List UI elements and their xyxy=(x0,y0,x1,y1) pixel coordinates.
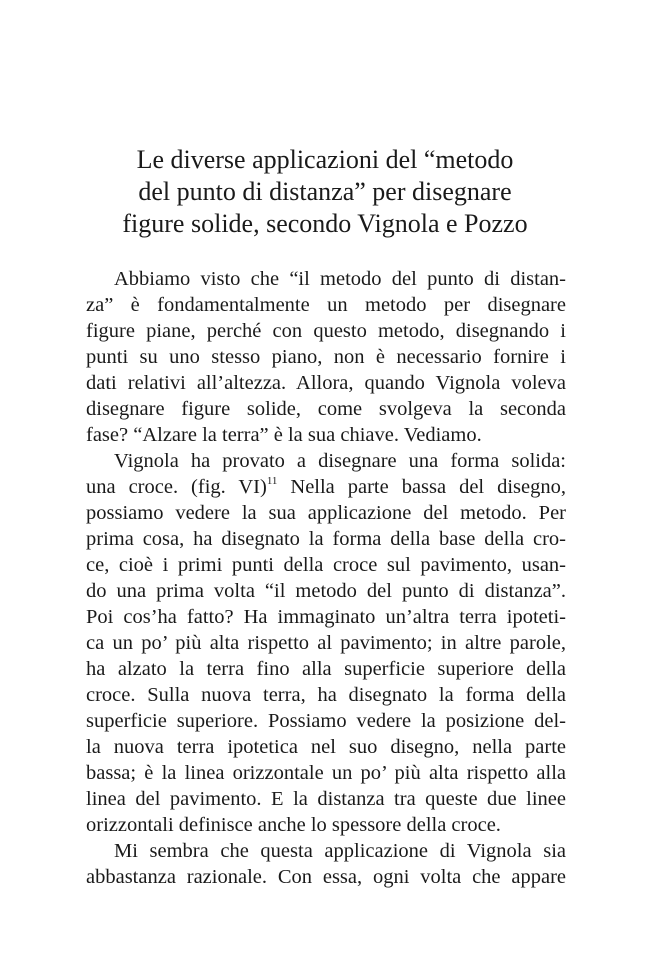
title-line: del punto di distanza” per disegnare xyxy=(138,177,512,206)
text-line: dati relativi all’altezza. Allora, quando Vignola voleva xyxy=(86,372,566,394)
text-line: punti su uno stesso piano, non è necessario fornire i xyxy=(86,346,566,368)
text-line: Abbiamo visto che “il metodo del punto di distan- xyxy=(114,268,566,290)
footnote-reference[interactable]: 11 xyxy=(266,475,278,487)
text-line: Vignola ha provato a disegnare una forma solida: xyxy=(114,450,566,472)
text-line: possiamo vedere la sua applicazione del metodo. Per xyxy=(86,502,566,524)
text-line: disegnare figure solide, come svolgeva la seconda xyxy=(86,398,566,420)
paragraph-3 xyxy=(86,838,566,890)
text-line: croce. Sulla nuova terra, ha disegnato la forma della xyxy=(86,684,566,706)
text-segment: Nella parte bassa del disegno, xyxy=(277,476,566,498)
body-text xyxy=(86,266,566,890)
title-line: figure solide, secondo Vignola e Pozzo xyxy=(122,209,528,238)
text-line: la nuova terra ipotetica nel suo disegno, nella parte xyxy=(86,736,566,758)
chapter-title xyxy=(60,144,590,240)
text-line: do una prima volta “il metodo del punto di distanza”. xyxy=(86,580,566,602)
text-line: abbastanza razionale. Con essa, ogni volta che appare xyxy=(86,866,566,888)
text-line: ha alzato la terra fino alla superficie superiore della xyxy=(86,658,566,680)
text-line: za” è fondamentalmente un metodo per disegnare xyxy=(86,294,566,316)
text-line: ce, cioè i primi punti della croce sul pavimento, usan- xyxy=(86,554,566,576)
paragraph-1 xyxy=(86,266,566,448)
text-line: figure piane, perché con questo metodo, disegnando i xyxy=(86,320,566,342)
text-line: Mi sembra che questa applicazione di Vignola sia xyxy=(114,840,566,862)
paragraph-2 xyxy=(86,448,566,838)
text-line: Poi cos’ha fatto? Ha immaginato un’altra terra ipoteti- xyxy=(86,606,566,628)
text-line xyxy=(86,474,566,500)
text-line: ca un po’ più alta rispetto al pavimento; in altre parole, xyxy=(86,632,566,654)
text-line: fase? “Alzare la terra” è la sua chiave. Vediamo. xyxy=(86,424,482,446)
text-line: linea del pavimento. E la distanza tra queste due linee xyxy=(86,788,566,810)
text-line: prima cosa, ha disegnato la forma della base della cro- xyxy=(86,528,566,550)
title-line: Le diverse applicazioni del “metodo xyxy=(136,145,514,174)
text-line: orizzontali definisce anche lo spessore della croce. xyxy=(86,814,501,836)
text-line: bassa; è la linea orizzontale un po’ più alta rispetto alla xyxy=(86,762,566,784)
text-segment: una croce. (fig. VI) xyxy=(86,476,267,498)
text-line: superficie superiore. Possiamo vedere la posizione del- xyxy=(86,710,566,732)
